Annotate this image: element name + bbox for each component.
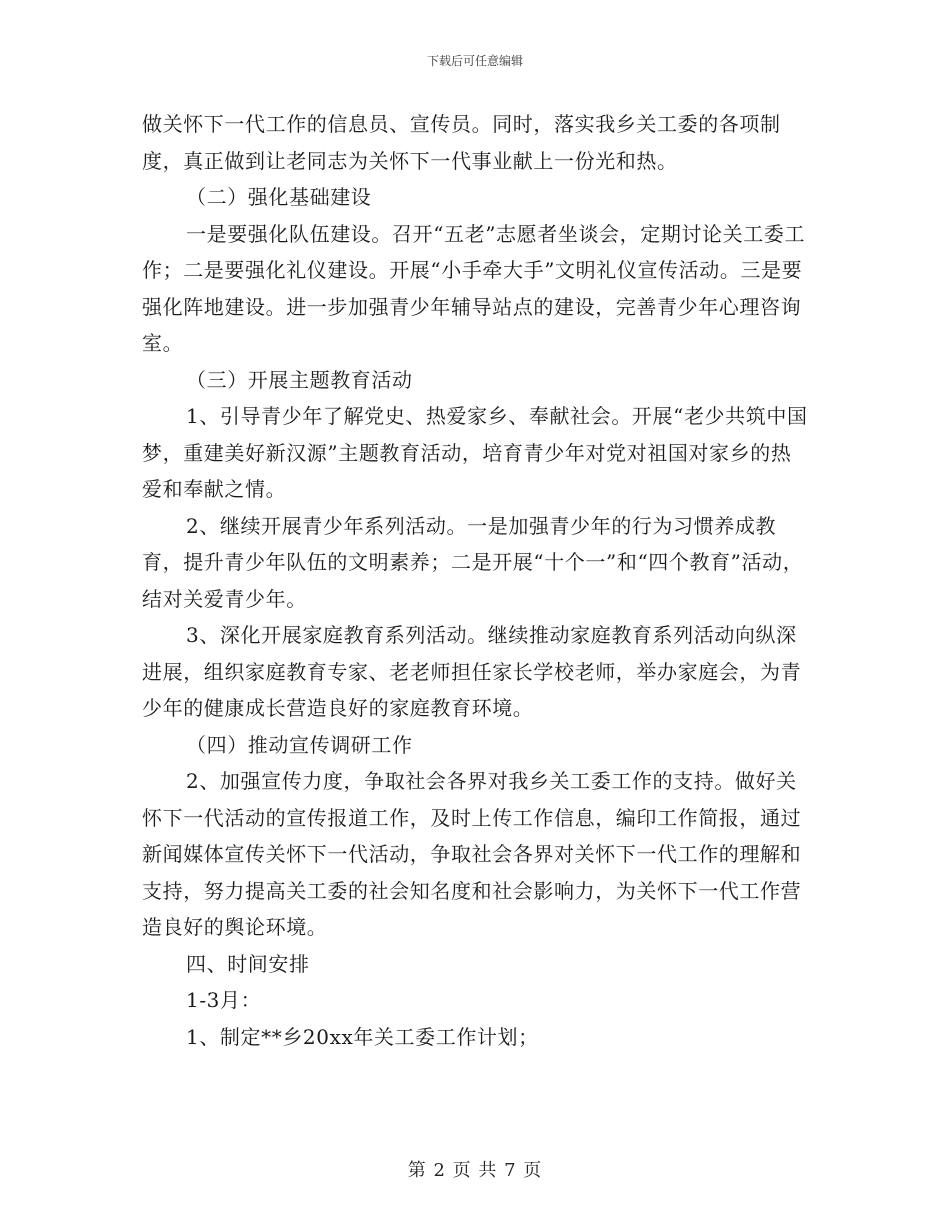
paragraph-6: 2、继续开展青少年系列活动。一是加强青少年的行为习惯养成教育，提升青少年队伍的文明素养；二是开展“十个一”和“四个教育”活动，结对关爱青少年。	[142, 513, 804, 611]
paragraph-9: 2、加强宣传力度，争取社会各界对我乡关工委工作的支持。做好关怀下一代活动的宣传报道工作，及时上传工作信息，编印工作简报，通过新闻媒体宣传关怀下一代活动，争取社会各界对关怀下一代工作的理解和支持，努力提高关工委的社会知名度和社会影响力，为关怀下一代工作营造良好的舆论环境。	[142, 769, 802, 939]
page-footer: 第 2 页 共 7 页	[407, 1160, 543, 1181]
paragraph-plan: 1、制定**乡20xx年关工委工作计划；	[186, 1024, 539, 1049]
section-heading-time: 四、时间安排	[186, 951, 310, 976]
paragraph-3: 一是要强化队伍建设。召开“五老”志愿者坐谈会，定期讨论关工委工作；二是要强化礼仪建设。开展“小手牵大手”文明礼仪宣传活动。三是要强化阵地建设。进一步加强青少年辅导站点的建设，完善青少年心理咨询室。	[142, 221, 806, 355]
page-header: 下载后可任意编辑	[426, 54, 523, 68]
document-body	[142, 106, 808, 1055]
section-heading-2: （二）强化基础建设	[186, 185, 372, 209]
paragraph-months: 1-3月：	[186, 988, 262, 1012]
section-heading-4: （四）推动宣传调研工作	[186, 732, 413, 757]
section-heading-3: （三）开展主题教育活动	[186, 367, 413, 392]
paragraph-1: 做关怀下一代工作的信息员、宣传员。同时，落实我乡关工委的各项制度，真正做到让老同志为关怀下一代事业献上一份光和热。	[142, 112, 781, 173]
paragraph-5: 1、引导青少年了解党史、热爱家乡、奉献社会。开展“老少共筑中国梦，重建美好新汉源”主题教育活动，培育青少年对党对祖国对家乡的热爱和奉献之情。	[142, 404, 808, 501]
paragraph-7: 3、深化开展家庭教育系列活动。继续推动家庭教育系列活动向纵深进展，组织家庭教育专家、老老师担任家长学校老师，举办家庭会，为青少年的健康成长营造良好的家庭教育环境。	[142, 623, 802, 720]
